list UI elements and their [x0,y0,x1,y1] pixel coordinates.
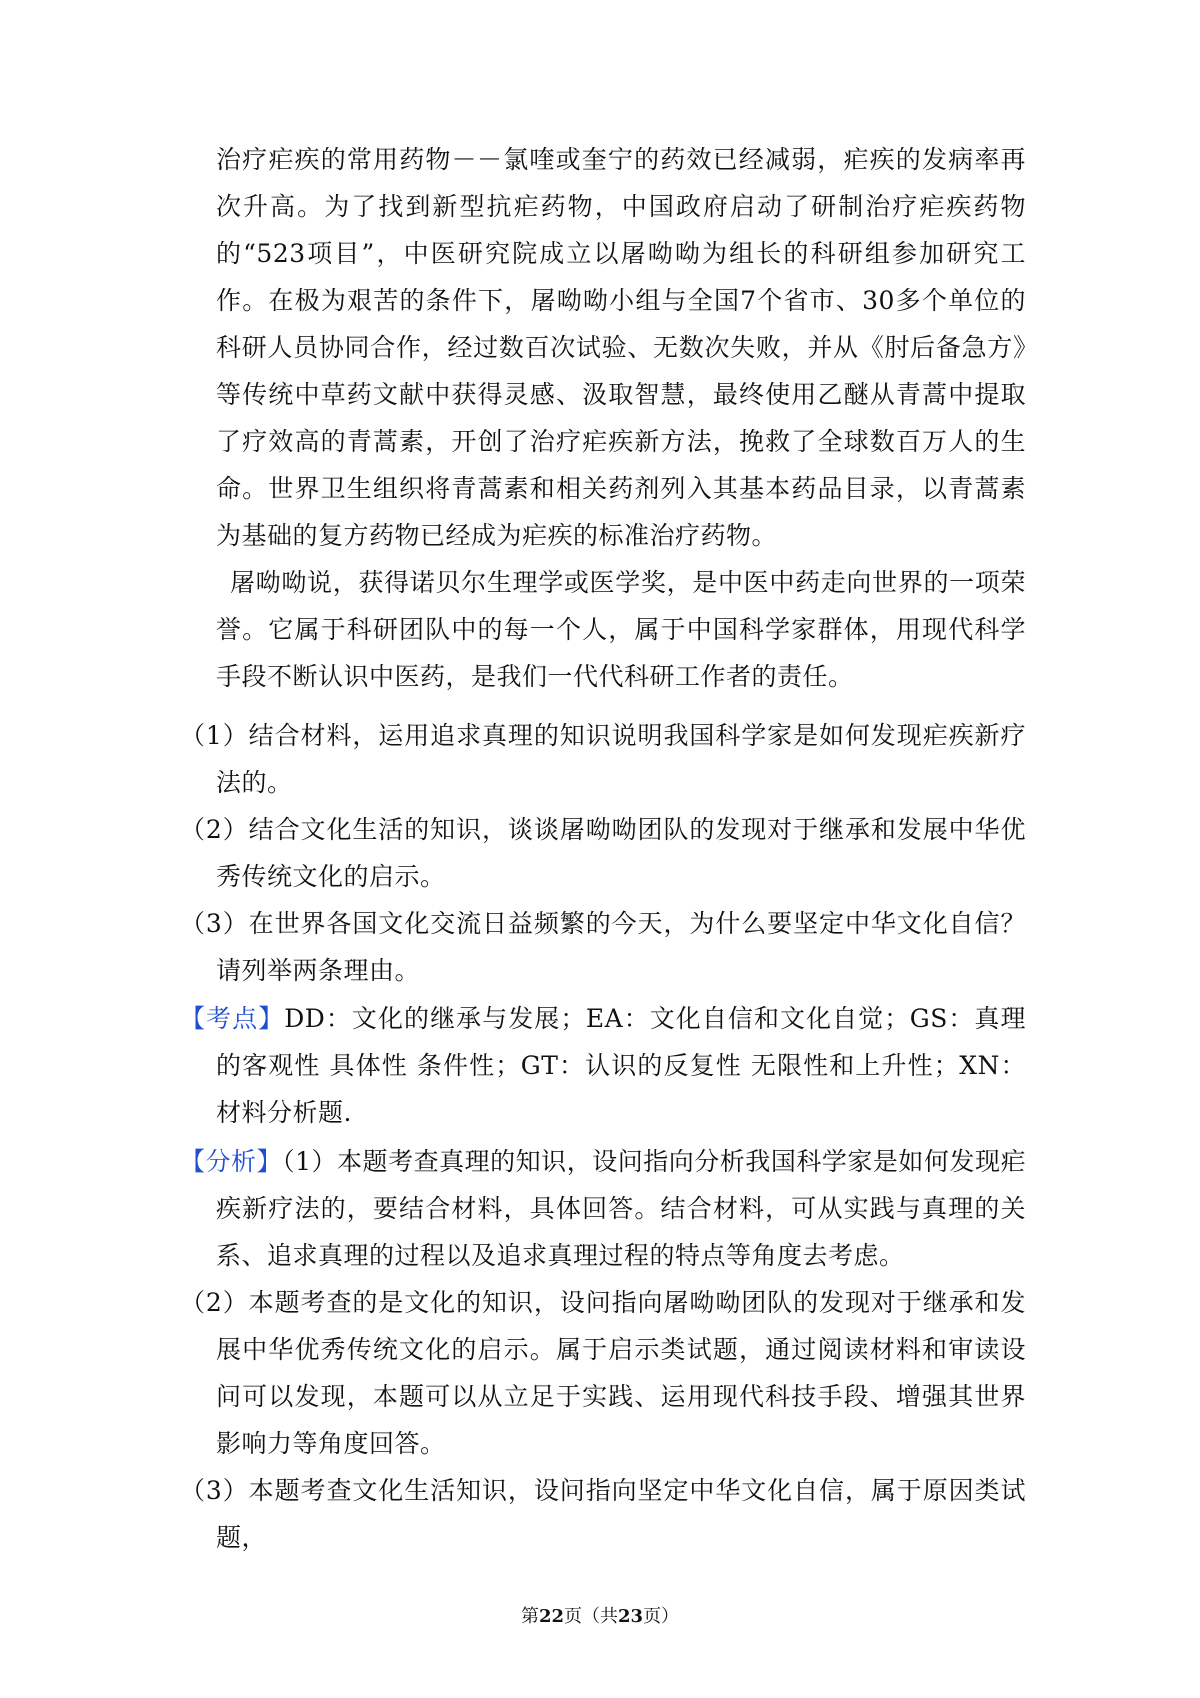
kaodian-tag: 【考点】 [180,1004,285,1033]
question-2: （2）结合文化生活的知识，谈谈屠呦呦团队的发现对于继承和发展中华优秀传统文化的启示。 [180,815,1026,891]
questions-section [180,712,1026,994]
question-3: （3）在世界各国文化交流日益频繁的今天，为什么要坚定中华文化自信？请列举两条理由。 [180,909,1026,985]
footer-total-pages: 23 [618,1606,644,1627]
material-paragraph-2: 屠呦呦说，获得诺贝尔生理学或医学奖，是中医中药走向世界的一项荣誉。它属于科研团队中的每一个人，属于中国科学家群体，用现代科学手段不断认识中医药，是我们一代代科研工作者的责任。 [216,568,1026,691]
page-footer [0,1602,1200,1628]
footer-middle: 页（共 [564,1606,618,1627]
fenxi-tag: 【分析】 [180,1147,283,1176]
footer-page-number: 22 [538,1606,564,1627]
fenxi-item-1 [180,1138,1026,1279]
material-section [180,136,1026,700]
fenxi-item-3: （3）本题考查文化生活知识，设问指向坚定中华文化自信，属于原因类试题， [180,1476,1026,1552]
kaodian-text: DD：文化的继承与发展；EA：文化自信和文化自觉；GS：真理的客观性 具体性 条件性；GT：认识的反复性 无限性和上升性；XN：材料分析题. [216,1004,1026,1127]
footer-prefix: 第 [520,1606,539,1627]
kaodian-section [180,995,1026,1136]
fenxi-item-2: （2）本题考查的是文化的知识，设问指向屠呦呦团队的发现对于继承和发展中华优秀传统文化的启示。属于启示类试题，通过阅读材料和审读设问可以发现，本题可以从立足于实践、运用现代科技手段、增强其世界影响力等角度回答。 [180,1288,1026,1458]
material-paragraph-1: 治疗疟疾的常用药物－－氯喹或奎宁的药效已经减弱，疟疾的发病率再次升高。为了找到新型抗疟药物，中国政府启动了研制治疗疟疾药物的“523项目”，中医研究院成立以屠呦呦为组长的科研组参加研究工作。在极为艰苦的条件下，屠呦呦小组与全国7个省市、30多个单位的科研人员协同合作，经过数百次试验、无数次失败，并从《肘后备急方》等传统中草药文献中获得灵感、汲取智慧，最终使用乙醚从青蒿中提取了疗效高的青蒿素，开创了治疗疟疾新方法，挽救了全球数百万人的生命。世界卫生组织将青蒿素和相关药剂列入其基本药品目录，以青蒿素为基础的复方药物已经成为疟疾的标准治疗药物。 [216,145,1026,550]
fenxi-item-1-text: （1）本题考查真理的知识，设问指向分析我国科学家是如何发现疟疾新疗法的，要结合材料，具体回答。结合材料，可从实践与真理的关系、追求真理的过程以及追求真理过程的特点等角度去考虑。 [216,1147,1026,1270]
footer-suffix: 页） [643,1606,680,1627]
fenxi-section [180,1138,1026,1561]
question-1: （1）结合材料，运用追求真理的知识说明我国科学家是如何发现疟疾新疗法的。 [180,721,1026,797]
kaodian-paragraph [180,995,1026,1136]
